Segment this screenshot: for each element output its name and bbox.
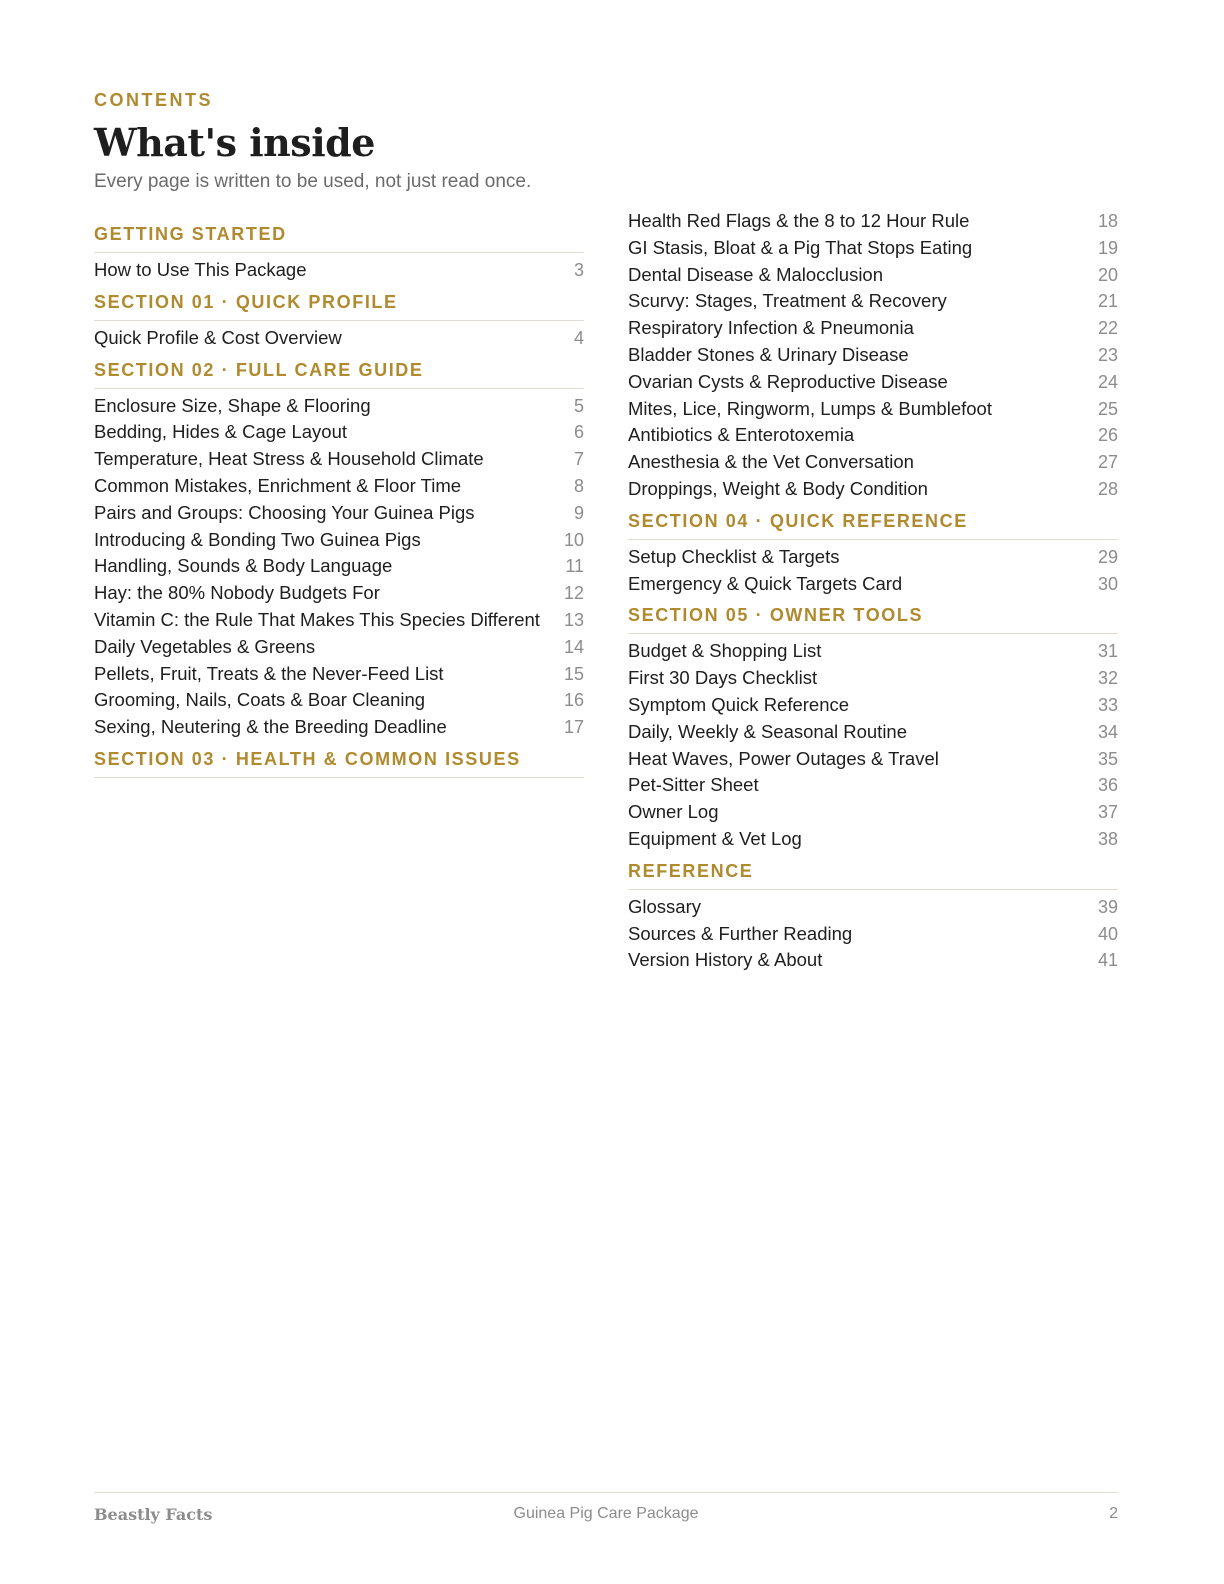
toc-entry-title: Emergency & Quick Targets Card [628, 572, 903, 594]
toc-entry-page: 36 [1097, 775, 1118, 796]
toc-entry-page: 41 [1097, 950, 1118, 971]
toc-entry-title: Pellets, Fruit, Treats & the Never-Feed List [94, 662, 444, 684]
toc-entry[interactable] [94, 446, 584, 473]
toc-entry-page: 23 [1097, 344, 1118, 365]
toc-entry-title: Common Mistakes, Enrichment & Floor Time [94, 474, 462, 496]
toc-entry-page: 38 [1097, 828, 1118, 849]
toc-entry-title: Dental Disease & Malocclusion [628, 263, 884, 285]
toc-entry-title: Antibiotics & Enterotoxemia [628, 424, 855, 446]
footer-brand: Beastly Facts [94, 1505, 213, 1524]
toc-entry-page: 28 [1097, 478, 1118, 499]
toc-entry[interactable] [628, 342, 1118, 369]
toc-entry-page: 16 [563, 690, 584, 711]
toc-entry-page: 9 [573, 502, 584, 523]
toc-entry-page: 31 [1097, 641, 1118, 662]
toc-entry-page: 22 [1097, 318, 1118, 339]
page-footer [94, 1492, 1118, 1535]
toc-entry[interactable] [628, 449, 1118, 476]
toc-entry[interactable] [628, 692, 1118, 719]
toc-section-heading: SECTION 04 · QUICK REFERENCE [628, 509, 1118, 540]
toc-entry[interactable] [628, 262, 1118, 289]
toc-entry-page: 34 [1097, 721, 1118, 742]
toc-entry[interactable] [94, 634, 584, 661]
toc-entry-page: 21 [1097, 291, 1118, 312]
toc-section-heading: SECTION 03 · HEALTH & COMMON ISSUES [94, 747, 584, 778]
toc-entry-page: 40 [1097, 923, 1118, 944]
toc-entry[interactable] [628, 396, 1118, 423]
toc-entry-title: Handling, Sounds & Body Language [94, 555, 393, 577]
toc-entry-title: Pairs and Groups: Choosing Your Guinea Pigs [94, 501, 475, 523]
toc-entry[interactable] [94, 607, 584, 634]
toc-entry[interactable] [628, 638, 1118, 665]
toc-entry[interactable] [628, 947, 1118, 974]
toc-entry-title: First 30 Days Checklist [628, 667, 818, 689]
toc-section-heading: SECTION 02 · FULL CARE GUIDE [94, 358, 584, 389]
toc-entry-title: Temperature, Heat Stress & Household Climate [94, 448, 484, 470]
toc-entry-page: 8 [573, 475, 584, 496]
toc-entry-title: Enclosure Size, Shape & Flooring [94, 394, 371, 416]
toc-entry-page: 30 [1097, 573, 1118, 594]
toc-entry-title: How to Use This Package [94, 259, 307, 280]
toc-entry[interactable] [628, 571, 1118, 598]
toc-entry-page: 7 [573, 449, 584, 470]
toc-entry-page: 12 [563, 583, 584, 604]
toc-entry[interactable] [94, 257, 584, 284]
toc-entry[interactable] [628, 772, 1118, 799]
contents-header [94, 88, 1118, 194]
toc-entry-title: Droppings, Weight & Body Condition [628, 477, 928, 499]
toc-entry[interactable] [628, 894, 1118, 921]
toc-entry-title: Introducing & Bonding Two Guinea Pigs [94, 528, 421, 550]
toc-entry[interactable] [628, 369, 1118, 396]
toc-entry[interactable] [628, 826, 1118, 853]
eyebrow-label: CONTENTS [94, 90, 213, 110]
toc-entry-page: 14 [563, 636, 584, 657]
toc-section-heading: GETTING STARTED [94, 222, 584, 253]
toc-entry-title: Scurvy: Stages, Treatment & Recovery [628, 290, 947, 312]
toc-entry-page: 3 [573, 260, 584, 280]
toc-section-heading: SECTION 05 · OWNER TOOLS [628, 603, 1118, 634]
toc-entry-title: Daily Vegetables & Greens [94, 635, 316, 657]
toc-entry[interactable] [628, 665, 1118, 692]
toc-entry-title: Owner Log [628, 801, 719, 823]
toc-entry[interactable] [94, 661, 584, 688]
toc-entry-page: 35 [1097, 748, 1118, 769]
toc-entry-title: Pet-Sitter Sheet [628, 774, 759, 796]
toc-entry-title: Sources & Further Reading [628, 922, 853, 944]
toc-entry-title: Equipment & Vet Log [628, 827, 802, 849]
toc-entry[interactable] [94, 419, 584, 446]
toc-entry-title: Anesthesia & the Vet Conversation [628, 451, 914, 473]
toc-entry-title: Version History & About [628, 949, 823, 971]
toc-entry[interactable] [628, 799, 1118, 826]
toc-entry-title: Heat Waves, Power Outages & Travel [628, 747, 939, 769]
toc-entry-title: Bedding, Hides & Cage Layout [94, 421, 348, 443]
toc-entry-title: Health Red Flags & the 8 to 12 Hour Rule [628, 210, 970, 231]
toc-entry-page: 32 [1097, 668, 1118, 689]
toc-entry-title: Hay: the 80% Nobody Budgets For [94, 582, 380, 604]
toc-entry-page: 18 [1097, 211, 1118, 231]
toc-entry-title: Quick Profile & Cost Overview [94, 326, 342, 348]
toc-entry-page: 11 [565, 556, 584, 577]
toc-entry-page: 37 [1097, 802, 1118, 823]
toc-entry-page: 13 [563, 609, 584, 630]
footer-document-title: Guinea Pig Care Package [513, 1505, 699, 1522]
toc-entry-page: 6 [573, 422, 584, 443]
toc-entry[interactable] [628, 476, 1118, 503]
toc-entry-page: 33 [1097, 694, 1118, 715]
toc-entry-page: 39 [1097, 896, 1118, 917]
toc-entry-page: 29 [1097, 546, 1118, 567]
toc-entry-page: 10 [563, 529, 584, 550]
toc-entry[interactable] [628, 208, 1118, 235]
toc-entry-title: Respiratory Infection & Pneumonia [628, 317, 914, 339]
toc-entry-title: Budget & Shopping List [628, 640, 822, 662]
toc-entry-title: Setup Checklist & Targets [628, 545, 840, 567]
toc-entry-page: 19 [1097, 237, 1118, 258]
toc-entry-title: Daily, Weekly & Seasonal Routine [628, 720, 908, 742]
toc-entry[interactable] [628, 288, 1118, 315]
toc-entry[interactable] [94, 527, 584, 554]
toc-right-column [628, 208, 1118, 974]
toc-entry-title: Grooming, Nails, Coats & Boar Cleaning [94, 689, 426, 711]
toc-entry[interactable] [628, 921, 1118, 948]
toc-entry-page: 5 [573, 395, 584, 416]
toc-entry-title: Mites, Lice, Ringworm, Lumps & Bumblefoot [628, 397, 992, 419]
toc-entry[interactable] [94, 393, 584, 420]
toc-entry-page: 26 [1097, 425, 1118, 446]
toc-section-heading: REFERENCE [628, 859, 1118, 890]
toc-entry[interactable] [94, 473, 584, 500]
toc-entry[interactable] [94, 580, 584, 607]
toc-entry[interactable] [628, 746, 1118, 773]
toc-entry-title: Glossary [628, 895, 701, 917]
toc-entry-title: GI Stasis, Bloat & a Pig That Stops Eating [628, 236, 973, 258]
page-title: What's inside [94, 120, 375, 165]
toc-entry-page: 15 [563, 663, 584, 684]
toc-entry[interactable] [94, 325, 584, 352]
toc-entry[interactable] [628, 422, 1118, 449]
toc-entry[interactable] [628, 315, 1118, 342]
toc-entry-page: 24 [1097, 371, 1118, 392]
toc-section-heading: SECTION 01 · QUICK PROFILE [94, 290, 584, 321]
toc-entry-page: 27 [1097, 452, 1118, 473]
toc-entry[interactable] [94, 687, 584, 714]
toc-entry[interactable] [94, 714, 584, 741]
toc-entry-page: 17 [563, 717, 584, 738]
toc-entry[interactable] [94, 553, 584, 580]
toc-entry[interactable] [628, 235, 1118, 262]
toc-entry[interactable] [628, 544, 1118, 571]
toc-entry-page: 4 [573, 327, 584, 348]
toc-left-column [94, 222, 584, 782]
toc-entry-title: Vitamin C: the Rule That Makes This Species Different [94, 608, 540, 630]
toc-entry[interactable] [628, 719, 1118, 746]
page-subtitle: Every page is written to be used, not just read once. [94, 171, 532, 192]
toc-entry-page: 25 [1097, 398, 1118, 419]
toc-entry-title: Sexing, Neutering & the Breeding Deadline [94, 716, 447, 738]
toc-entry-title: Bladder Stones & Urinary Disease [628, 343, 909, 365]
toc-entry-title: Symptom Quick Reference [628, 693, 850, 715]
toc-entry-title: Ovarian Cysts & Reproductive Disease [628, 370, 948, 392]
footer-page-number: 2 [1109, 1505, 1118, 1522]
toc-entry-page: 20 [1097, 264, 1118, 285]
toc-entry[interactable] [94, 500, 584, 527]
